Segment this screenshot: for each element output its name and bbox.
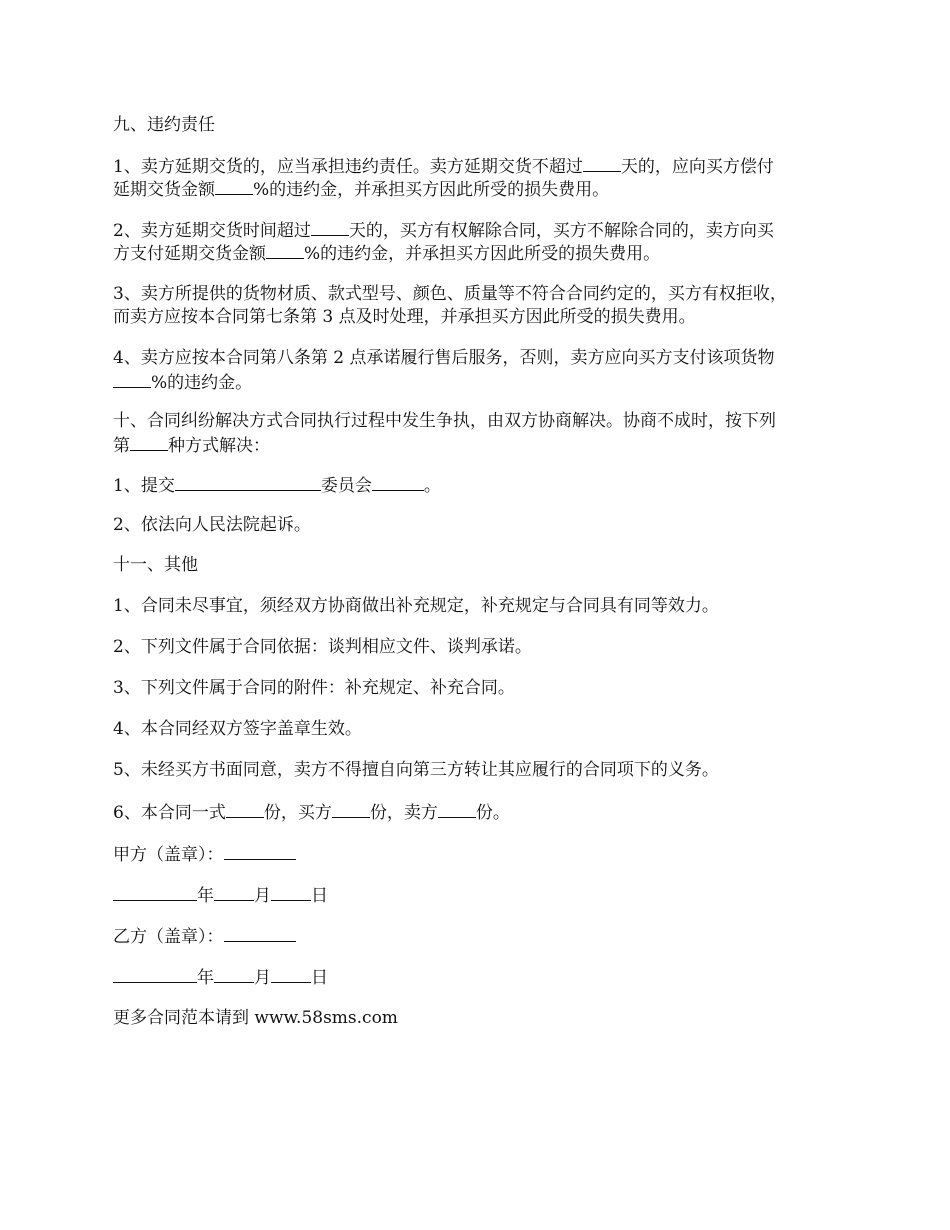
clause-10-1: 1、提交 委员会 。 — [113, 473, 441, 497]
blank-percent — [266, 241, 304, 259]
blank-percent — [113, 370, 151, 388]
clause-11-3: 3、下列文件属于合同的附件：补充规定、补充合同。 — [113, 678, 515, 698]
day-blank — [271, 883, 311, 901]
clause-9-1-line-1: 1、卖方延期交货的，应当承担违约责任。卖方延期交货不超过 天的，应向买方偿付 — [113, 154, 774, 178]
blank-copies — [226, 800, 264, 818]
footer-note: 更多合同范本请到 www.58sms.com — [113, 1008, 398, 1028]
clause-11-6: 6、本合同一式 份，买方 份，卖方 份。 — [113, 800, 510, 824]
clause-11-5: 5、未经买方书面同意，卖方不得擅自向第三方转让其应履行的合同项下的义务。 — [113, 760, 719, 780]
year-blank — [113, 883, 197, 901]
party-a-date: 年 月 日 — [113, 883, 328, 907]
clause-9-2-line-2: 方支付延期交货金额 %的违约金，并承担买方因此所受的损失费用。 — [113, 241, 660, 265]
blank-days — [583, 154, 621, 172]
clause-9-3-line-2: 而卖方应按本合同第七条第 3 点及时处理，并承担买方因此所受的损失费用。 — [113, 307, 696, 327]
month-blank — [214, 965, 254, 983]
party-b-date: 年 月 日 — [113, 965, 328, 989]
party-a-seal: 甲方（盖章）： — [113, 842, 296, 866]
clause-11-4: 4、本合同经双方签字盖章生效。 — [113, 719, 362, 739]
day-blank — [271, 965, 311, 983]
year-blank — [113, 965, 197, 983]
month-blank — [214, 883, 254, 901]
party-a-signature-blank — [224, 842, 296, 860]
clause-9-1-line-2: 延期交货金额 %的违约金，并承担买方因此所受的损失费用。 — [113, 177, 609, 201]
section-9-heading: 九、违约责任 — [113, 115, 215, 135]
blank-method — [130, 433, 168, 451]
clause-9-2-line-1: 2、卖方延期交货时间超过 天的，买方有权解除合同，买方不解除合同的，卖方向买 — [113, 218, 774, 242]
blank-percent — [215, 177, 253, 195]
clause-9-3-line-1: 3、卖方所提供的货物材质、款式型号、颜色、质量等不符合合同约定的，买方有权拒收， — [113, 284, 787, 304]
blank-seller-copies — [438, 800, 476, 818]
clause-11-2: 2、下列文件属于合同依据：谈判相应文件、谈判承诺。 — [113, 637, 532, 657]
blank-days — [311, 218, 349, 236]
blank-committee-suffix — [372, 473, 424, 491]
footer-site-link[interactable]: www.58sms.com — [254, 1008, 398, 1028]
clause-9-4-line-2: %的违约金。 — [113, 370, 252, 394]
blank-buyer-copies — [332, 800, 370, 818]
party-b-signature-blank — [224, 924, 296, 942]
clause-9-4-line-1: 4、卖方应按本合同第八条第 2 点承诺履行售后服务，否则，卖方应向买方支付该项货物 — [113, 348, 775, 368]
clause-10-2: 2、依法向人民法院起诉。 — [113, 515, 311, 535]
blank-committee — [175, 473, 321, 491]
section-11-heading: 十一、其他 — [113, 555, 198, 575]
section-10-line-2: 第 种方式解决： — [113, 433, 270, 457]
party-b-seal: 乙方（盖章）： — [113, 924, 296, 948]
clause-11-1: 1、合同未尽事宜，须经双方协商做出补充规定，补充规定与合同具有同等效力。 — [113, 596, 719, 616]
section-10-line-1: 十、合同纠纷解决方式合同执行过程中发生争执，由双方协商解决。协商不成时，按下列 — [113, 411, 776, 431]
